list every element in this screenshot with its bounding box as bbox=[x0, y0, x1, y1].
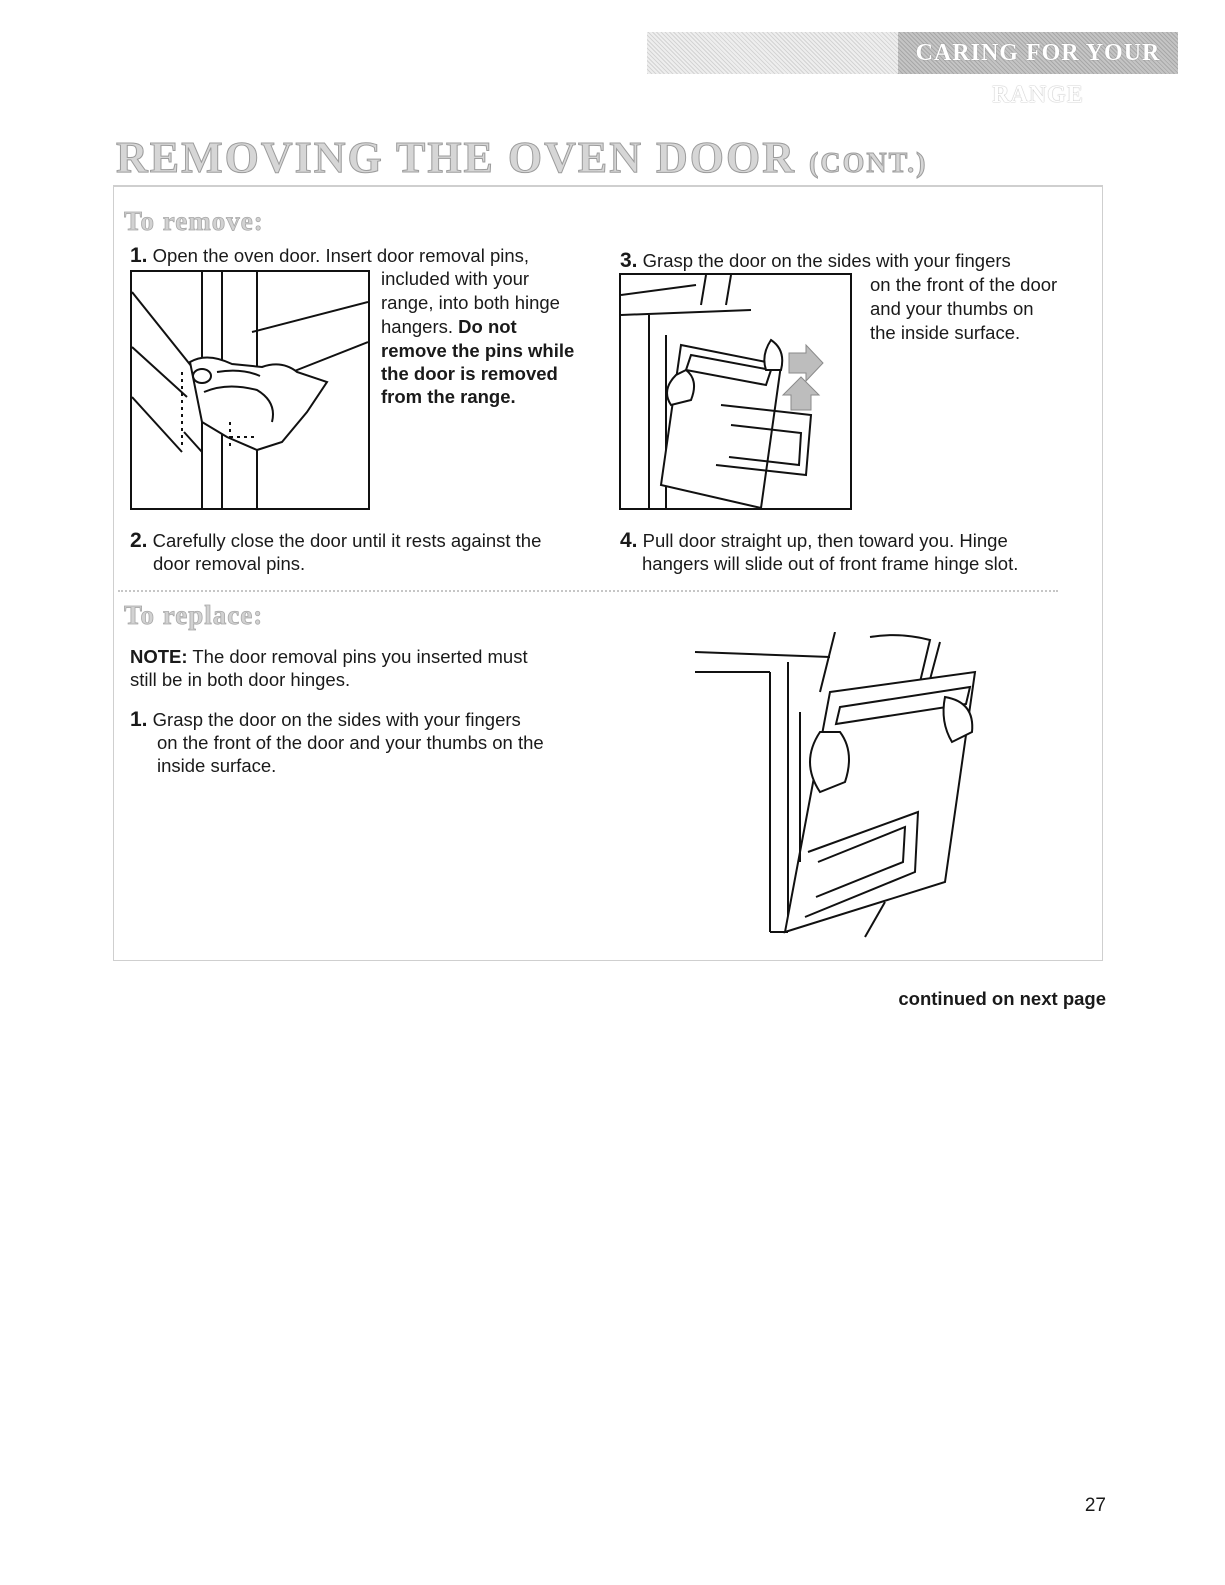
section-tab bbox=[647, 32, 1178, 108]
remove-step1-number: 1. bbox=[130, 244, 148, 267]
remove-step3-wrap1: on the front of the door bbox=[870, 274, 1058, 295]
replace-step1-number: 1. bbox=[130, 708, 148, 731]
remove-step1-line4-plain: hangers. bbox=[381, 316, 453, 337]
remove-step1-warning2: the door is removed bbox=[381, 363, 558, 384]
hinge-pin-illustration-icon bbox=[132, 272, 368, 508]
replace-step1-line1 bbox=[130, 709, 521, 730]
figure-lift-door bbox=[619, 273, 852, 510]
remove-step2-line1 bbox=[130, 530, 541, 551]
remove-step4-text: Pull door straight up, then toward you. Hinge bbox=[642, 530, 1008, 551]
page-title-main: REMOVING THE OVEN DOOR bbox=[116, 133, 797, 182]
replace-step1-line2: on the front of the door and your thumbs on the bbox=[157, 732, 544, 753]
figure-replace-door bbox=[690, 632, 990, 942]
remove-step3-line1 bbox=[620, 250, 1011, 271]
remove-step1-wrap1: included with your bbox=[381, 268, 530, 289]
remove-step4-number: 4. bbox=[620, 529, 638, 552]
replace-step1-line3: inside surface. bbox=[157, 755, 277, 776]
figure-hinge-pins bbox=[130, 270, 370, 510]
remove-step4-line1 bbox=[620, 530, 1008, 551]
remove-step3-wrap2: and your thumbs on bbox=[870, 298, 1034, 319]
remove-step3-number: 3. bbox=[620, 249, 638, 272]
replace-note-line2: still be in both door hinges. bbox=[130, 669, 351, 690]
remove-step2-line2: door removal pins. bbox=[153, 553, 306, 574]
replace-note-label: NOTE: bbox=[130, 646, 188, 667]
section-divider bbox=[118, 590, 1058, 592]
lift-door-illustration-icon bbox=[621, 275, 850, 508]
continued-note: continued on next page bbox=[898, 988, 1106, 1009]
page-title-suffix: (CONT.) bbox=[809, 148, 928, 179]
remove-step1-warning3: from the range. bbox=[381, 386, 516, 407]
page-title bbox=[116, 132, 928, 190]
remove-step1-line4 bbox=[381, 316, 517, 337]
replace-note-line1 bbox=[130, 646, 528, 667]
page-number: 27 bbox=[1084, 1495, 1106, 1516]
replace-heading: To replace: bbox=[124, 600, 264, 630]
remove-heading: To remove: bbox=[124, 206, 264, 236]
section-label: CARING FOR YOUR RANGE bbox=[898, 32, 1178, 74]
remove-step2-text: Carefully close the door until it rests against the bbox=[152, 530, 542, 551]
remove-step3-wrap3: the inside surface. bbox=[870, 322, 1021, 343]
remove-step1-text: Open the oven door. Insert door removal pins, bbox=[152, 245, 530, 266]
remove-step1-line4-bold: Do not bbox=[458, 316, 517, 337]
remove-step1-line1 bbox=[130, 245, 529, 266]
remove-step3-text: Grasp the door on the sides with your fingers bbox=[642, 250, 1011, 271]
replace-step1-text: Grasp the door on the sides with your fingers bbox=[152, 709, 521, 730]
remove-step2-number: 2. bbox=[130, 529, 148, 552]
remove-step1-wrap2: range, into both hinge bbox=[381, 292, 560, 313]
remove-step1-warning1: remove the pins while bbox=[381, 340, 575, 361]
replace-note-text: The door removal pins you inserted must bbox=[192, 646, 528, 667]
remove-step4-line2: hangers will slide out of front frame hinge slot. bbox=[642, 553, 1019, 574]
replace-door-illustration-icon bbox=[690, 632, 990, 942]
